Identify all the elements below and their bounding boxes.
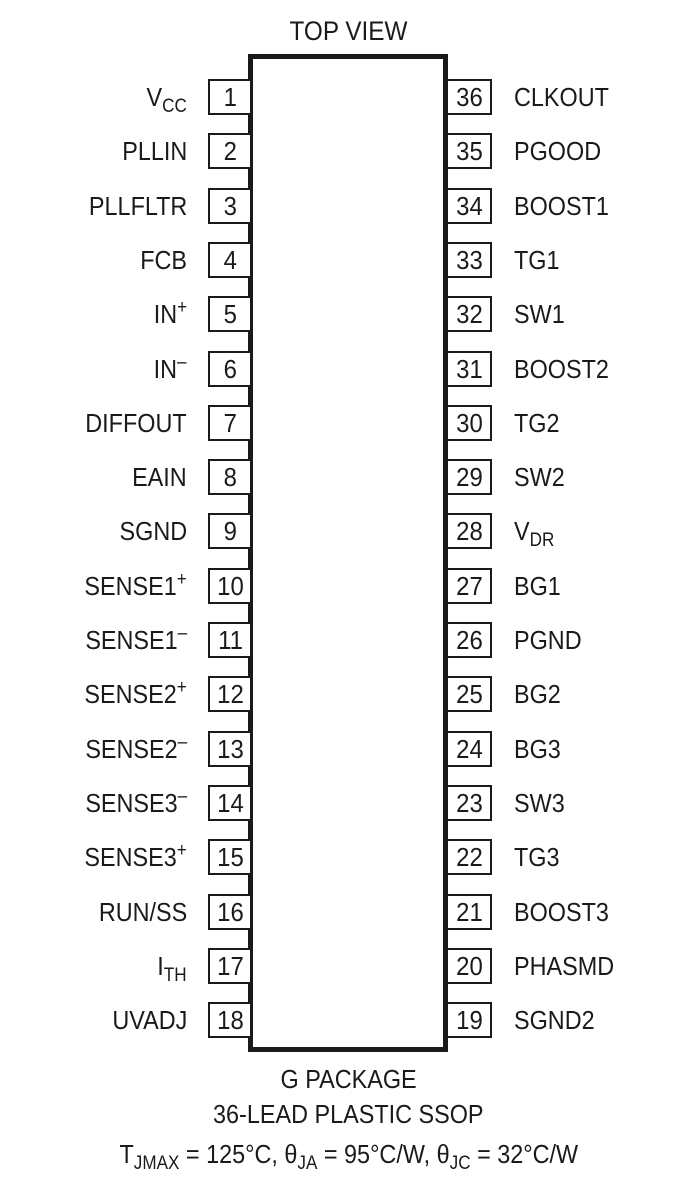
pin-number: 19 (455, 1004, 483, 1035)
pin-number: 28 (455, 515, 483, 546)
pin-number: 34 (455, 190, 483, 221)
pin-label (514, 513, 559, 549)
left-pin-number-box (208, 785, 250, 821)
pin-name: BOOST2 (514, 354, 609, 384)
pin-label (115, 133, 187, 169)
thermal-specs (0, 1139, 697, 1174)
pin-name: CLKOUT (514, 82, 609, 112)
pin-label (514, 188, 619, 224)
pin-number: 20 (455, 950, 483, 981)
tjmax-value: = 125°C, (179, 1139, 285, 1169)
right-pin-number-box (448, 948, 492, 984)
pin-label-text (158, 948, 187, 984)
pin-name-superscript: – (177, 352, 187, 373)
pin-label-text (514, 188, 609, 224)
pin-label (514, 1002, 604, 1038)
pin-label (514, 622, 589, 658)
left-pin-number-box (208, 351, 250, 387)
pin-label (150, 296, 187, 332)
pin-number: 35 (455, 135, 483, 166)
pin-number: 8 (223, 461, 237, 492)
pin-label (514, 242, 565, 278)
left-pin-number-box (208, 622, 250, 658)
pin-name: EAIN (132, 462, 187, 492)
pin-label-text (514, 676, 561, 712)
pin-name-superscript: – (177, 786, 187, 807)
pin-number: 15 (216, 841, 244, 872)
right-pin-number-box (448, 731, 492, 767)
pin-label-text (514, 405, 560, 441)
pin-label (73, 568, 187, 604)
pin-label (126, 459, 187, 495)
pin-label (78, 188, 187, 224)
pin-label (135, 242, 187, 278)
pin-name: SENSE2 (84, 679, 178, 709)
pin-name: PHASMD (514, 951, 615, 981)
right-pin-number-box (448, 133, 492, 169)
pin-label-text (99, 894, 187, 930)
pin-name: PGOOD (514, 136, 602, 166)
theta-jc-sub: JC (449, 1153, 471, 1174)
left-pin-number-box (208, 513, 250, 549)
tjmax-symbol: T (119, 1139, 134, 1169)
pin-name-superscript: + (177, 297, 187, 318)
pin-number: 11 (217, 624, 243, 655)
pin-name-subscript: DR (529, 530, 555, 551)
package-lead-text: 36-LEAD PLASTIC SSOP (213, 1099, 484, 1129)
pin-name: IN (154, 354, 178, 384)
pin-label-text (514, 351, 609, 387)
pin-name: I (157, 951, 165, 981)
pin-label-text (514, 1002, 595, 1038)
pin-name-superscript: + (177, 840, 187, 861)
pin-name: BG1 (514, 571, 561, 601)
left-pin-number-box (208, 568, 250, 604)
pin-label-text (122, 133, 187, 169)
pin-name: BOOST3 (514, 897, 609, 927)
pin-name-superscript: + (177, 677, 187, 698)
pin-label (514, 568, 566, 604)
right-pin-number-box (448, 242, 492, 278)
pin-label-text (514, 296, 565, 332)
pin-label-text (514, 839, 560, 875)
pin-number: 31 (455, 353, 483, 384)
package-name-text: G PACKAGE (280, 1064, 417, 1094)
pin-name: SW1 (514, 299, 565, 329)
pin-label-text (85, 839, 187, 875)
left-pin-number-box (208, 79, 250, 115)
pin-number: 17 (216, 950, 244, 981)
theta-ja-sub: JA (297, 1153, 318, 1174)
pin-name: SENSE2 (85, 734, 178, 764)
pin-name: BOOST1 (514, 191, 609, 221)
right-pin-number-box (448, 513, 492, 549)
pin-number: 33 (455, 244, 483, 275)
pin-number: 10 (216, 570, 244, 601)
pin-label-text (140, 242, 187, 278)
pin-name-subscript: TH (164, 965, 187, 986)
pin-name: PGND (514, 625, 582, 655)
pin-name-superscript: – (177, 732, 187, 753)
package-lead (0, 1099, 697, 1130)
pin-name: IN (153, 299, 178, 329)
pin-label (514, 351, 619, 387)
theta-ja-symbol: θ (284, 1139, 298, 1169)
pin-number: 30 (455, 407, 483, 438)
pin-label (514, 459, 570, 495)
diagram-title: TOP VIEW (289, 16, 408, 46)
pin-number: 24 (455, 733, 483, 764)
right-pin-number-box (448, 296, 492, 332)
right-pin-number-box (448, 839, 492, 875)
theta-jc-symbol: θ (436, 1139, 450, 1169)
pin-name-subscript: CC (162, 96, 187, 117)
left-pin-number-box (208, 676, 250, 712)
pin-label-text (514, 785, 565, 821)
pin-label (514, 405, 565, 441)
pin-name: SENSE1 (84, 571, 178, 601)
pin-number: 18 (216, 1004, 244, 1035)
right-pin-number-box (448, 894, 492, 930)
pin-name-superscript: – (177, 623, 187, 644)
pin-label-text (85, 568, 187, 604)
pin-number: 25 (455, 678, 483, 709)
pin-label (514, 731, 566, 767)
left-pin-number-box (208, 1002, 250, 1038)
pin-name: SW2 (514, 462, 565, 492)
pin-name: RUN/SS (98, 897, 187, 927)
pin-label (142, 79, 187, 115)
left-pin-number-box (208, 948, 250, 984)
ic-package-body (248, 54, 448, 1052)
pin-label-text (89, 188, 187, 224)
pin-name: TG3 (514, 842, 560, 872)
pin-label (514, 839, 565, 875)
package-name (0, 1064, 697, 1095)
right-pin-number-box (448, 351, 492, 387)
pin-label-text (147, 79, 187, 115)
pin-label-text (514, 513, 554, 549)
pin-name: SGND (119, 516, 187, 546)
pin-name: TG2 (514, 408, 560, 438)
pin-name: SENSE3 (84, 842, 178, 872)
pin-label-text (514, 79, 609, 115)
left-pin-number-box (208, 839, 250, 875)
theta-ja-value: = 95°C/W, (317, 1139, 437, 1169)
pin-number: 4 (223, 244, 237, 275)
pin-number: 16 (216, 896, 244, 927)
pin-number: 6 (223, 353, 237, 384)
pin-number: 27 (455, 570, 483, 601)
pin-number: 21 (455, 896, 483, 927)
theta-jc-value: = 32°C/W (470, 1139, 578, 1169)
thermal-specs-text (119, 1139, 578, 1174)
pin-label (73, 676, 187, 712)
right-pin-number-box (448, 459, 492, 495)
pin-name: DIFFOUT (85, 408, 187, 438)
pin-number: 1 (223, 81, 237, 112)
right-pin-number-box (448, 785, 492, 821)
left-pin-number-box (208, 459, 250, 495)
pin-label (74, 622, 187, 658)
pin-label (74, 731, 187, 767)
pin-label-text (514, 731, 561, 767)
left-pin-number-box (208, 242, 250, 278)
pin-name: FCB (140, 245, 187, 275)
pin-label (514, 676, 566, 712)
right-pin-number-box (448, 568, 492, 604)
pin-number: 22 (455, 841, 483, 872)
left-pin-number-box (208, 731, 250, 767)
pin-label-text (514, 133, 601, 169)
pin-label (514, 894, 619, 930)
pin-label-text (86, 405, 187, 441)
pin-label (514, 133, 611, 169)
pin-label-text (514, 894, 609, 930)
pin-number: 36 (455, 81, 483, 112)
pin-label (74, 785, 187, 821)
pin-number: 2 (223, 135, 237, 166)
pin-name: TG1 (514, 245, 560, 275)
pin-name: SENSE1 (85, 625, 178, 655)
pin-number: 7 (223, 407, 237, 438)
pin-label (514, 948, 625, 984)
pin-name: PLLIN (121, 136, 187, 166)
pin-label (154, 948, 187, 984)
left-pin-number-box (208, 188, 250, 224)
pin-label-text (112, 1002, 187, 1038)
pin-label-text (85, 785, 187, 821)
pin-label-text (85, 731, 187, 767)
pin-label-text (119, 513, 187, 549)
pin-label-text (132, 459, 187, 495)
pin-label-text (514, 568, 561, 604)
pin-name: BG3 (514, 734, 561, 764)
pin-name: SW3 (514, 788, 565, 818)
pin-number: 32 (455, 298, 483, 329)
right-pin-number-box (448, 405, 492, 441)
pin-name: BG2 (514, 679, 561, 709)
pin-number: 23 (455, 787, 483, 818)
pin-label-text (85, 676, 187, 712)
pin-number: 12 (216, 678, 244, 709)
pin-label-text (154, 351, 187, 387)
left-pin-number-box (208, 133, 250, 169)
right-pin-number-box (448, 622, 492, 658)
pin-label (514, 785, 570, 821)
pin-name: V (514, 516, 530, 546)
pin-name: SENSE3 (85, 788, 178, 818)
pin-label (514, 296, 570, 332)
pin-label-text (85, 622, 187, 658)
pin-number: 9 (223, 515, 237, 546)
pin-label (150, 351, 187, 387)
pin-label-text (514, 948, 614, 984)
pin-number: 5 (223, 298, 237, 329)
pin-label (514, 79, 619, 115)
right-pin-number-box (448, 79, 492, 115)
pin-label-text (514, 622, 582, 658)
pin-label (74, 405, 187, 441)
pin-label (89, 894, 187, 930)
right-pin-number-box (448, 676, 492, 712)
right-pin-number-box (448, 188, 492, 224)
left-pin-number-box (208, 296, 250, 332)
pin-label (112, 513, 187, 549)
left-pin-number-box (208, 405, 250, 441)
right-pin-number-box (448, 1002, 492, 1038)
pin-number: 3 (223, 190, 237, 221)
tjmax-sub: JMAX (133, 1153, 180, 1174)
pin-label-text (514, 242, 560, 278)
pin-label (73, 839, 187, 875)
pin-label-text (154, 296, 187, 332)
pin-name-superscript: + (177, 569, 187, 590)
left-pin-number-box (208, 894, 250, 930)
pin-number: 14 (216, 787, 244, 818)
pin-number: 13 (216, 733, 244, 764)
pin-name: SGND2 (514, 1005, 595, 1035)
pin-label-text (514, 459, 565, 495)
pin-name: UVADJ (112, 1005, 187, 1035)
pin-name: PLLFLTR (88, 191, 187, 221)
pin-number: 26 (455, 624, 483, 655)
pin-number: 29 (455, 461, 483, 492)
pin-name: V (146, 82, 163, 112)
pin-label (104, 1002, 187, 1038)
